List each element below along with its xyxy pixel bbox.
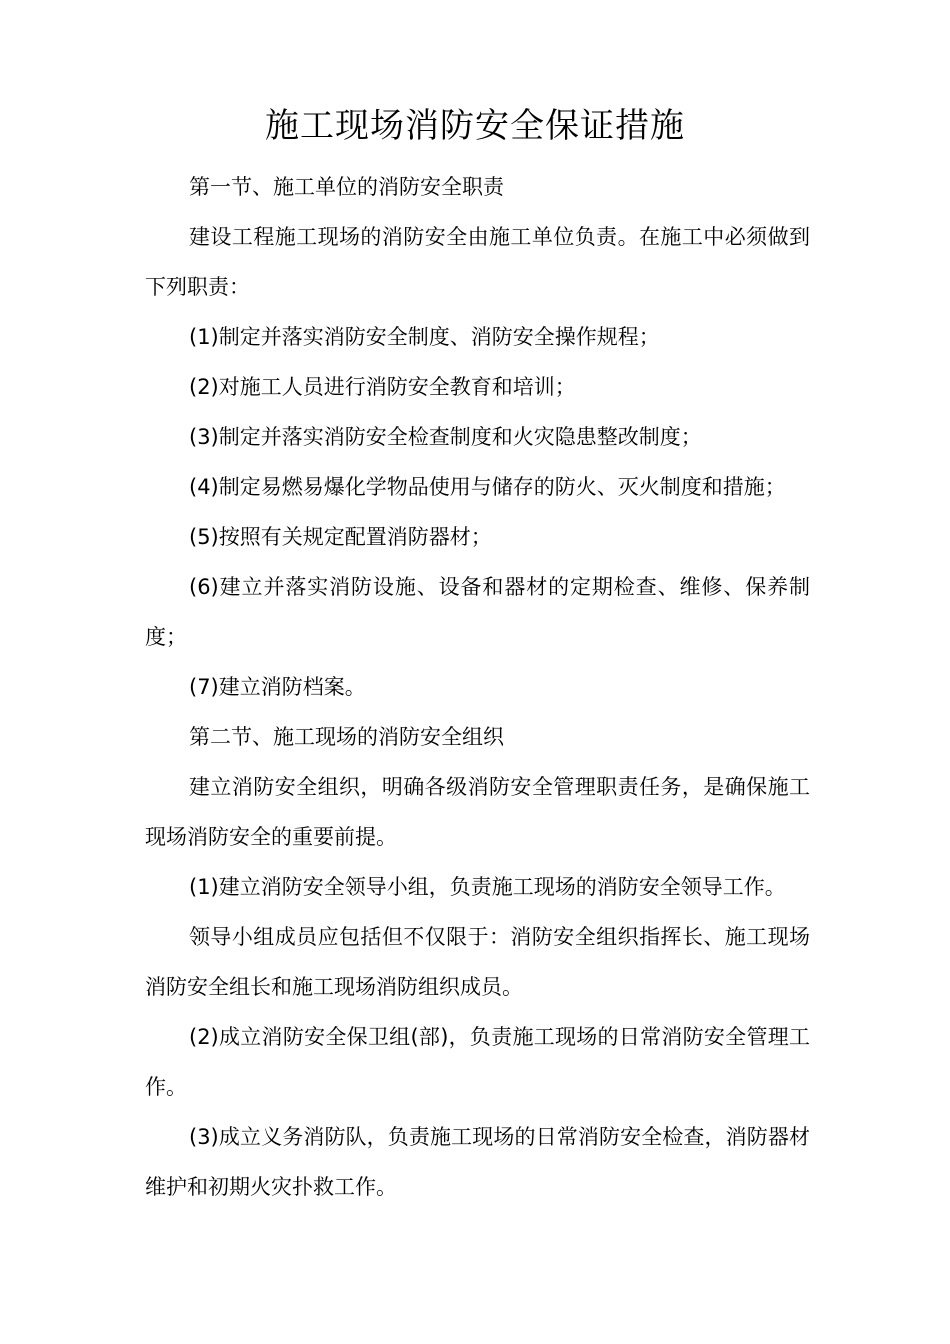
list-item-3: (3)制定并落实消防安全检查制度和火灾隐患整改制度； (189, 425, 702, 449)
section-heading-2: 第二节、施工现场的消防安全组织 (189, 725, 504, 749)
org-item-2: (2)成立消防安全保卫组(部)，负责施工现场的日常消防安全管理工作。 (145, 1025, 810, 1099)
list-item-4: (4)制定易燃易爆化学物品使用与储存的防火、灭火制度和措施； (189, 475, 786, 499)
paragraph-members: 领导小组成员应包括但不仅限于：消防安全组织指挥长、施工现场消防安全组长和施工现场消防组织成员。 (145, 925, 810, 999)
list-item-5: (5)按照有关规定配置消防器材； (189, 525, 492, 549)
document-body (145, 162, 810, 1212)
section-heading-1: 第一节、施工单位的消防安全职责 (189, 175, 504, 199)
paragraph-organization: 建立消防安全组织，明确各级消防安全管理职责任务，是确保施工现场消防安全的重要前提。 (145, 775, 810, 849)
list-item-6: (6)建立并落实消防设施、设备和器材的定期检查、维修、保养制度； (145, 575, 810, 649)
list-item-2: (2)对施工人员进行消防安全教育和培训； (189, 375, 576, 399)
document-title: 施工现场消防安全保证措施 (265, 106, 685, 146)
paragraph-intro: 建设工程施工现场的消防安全由施工单位负责。在施工中必须做到下列职责： (145, 225, 810, 299)
org-item-3: (3)成立义务消防队，负责施工现场的日常消防安全检查，消防器材维护和初期火灾扑救工作。 (145, 1125, 810, 1199)
org-item-1: (1)建立消防安全领导小组，负责施工现场的消防安全领导工作。 (189, 875, 786, 899)
list-item-7: (7)建立消防档案。 (189, 675, 366, 699)
list-item-1: (1)制定并落实消防安全制度、消防安全操作规程； (189, 325, 660, 349)
